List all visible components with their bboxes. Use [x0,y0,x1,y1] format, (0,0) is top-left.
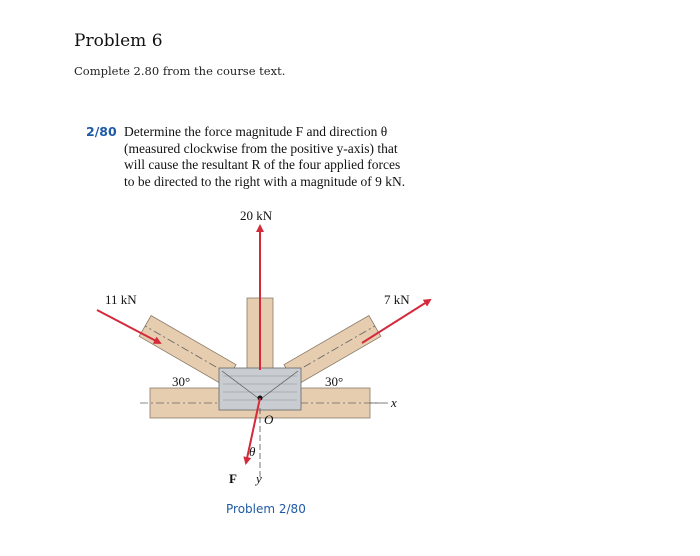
label-y-axis: y [256,471,262,486]
page-subtitle: Complete 2.80 from the course text. [74,64,286,78]
label-11kn: 11 kN [105,292,137,307]
problem-line-4: to be directed to the right with a magnitude of 9 kN. [124,173,406,189]
label-angle-left: 30° [172,374,191,389]
label-theta: θ [249,444,256,459]
label-x-axis: x [391,395,397,410]
label-force-f: F [229,471,237,486]
problem-line-2: (measured clockwise from the positive y-axis) that [124,140,398,156]
problem-line-3: will cause the resultant R of the four applied forces [124,157,401,172]
page-title: Problem 6 [74,31,163,51]
label-7kn: 7 kN [384,292,410,307]
gusset-plate [219,368,301,410]
problem-number: 2/80 [86,124,117,139]
label-20kn: 20 kN [240,208,273,223]
label-origin: O [264,412,274,427]
figure-caption: Problem 2/80 [226,502,306,516]
label-angle-right: 30° [325,374,344,389]
problem-line-1: Determine the force magnitude F and direction θ [124,124,388,139]
